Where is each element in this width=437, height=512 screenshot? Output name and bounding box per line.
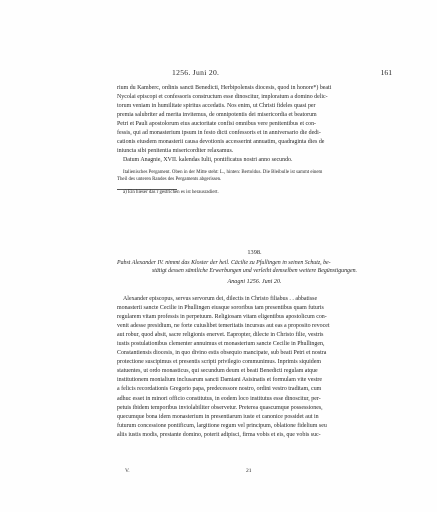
- volume-number: V.: [125, 468, 130, 474]
- datum-line: Datum Anagnie, XVII. kalendas Iulii, pontificatus nostri anno secundo.: [123, 157, 293, 164]
- text-line: futurum concessione pontificum, largitione regum vel principum, oblatione fidelium seu: [117, 422, 327, 429]
- text-line: Petri et Pauli apostolorum eius auctoritate confisi omnibus vere penitentibus et con-: [117, 121, 317, 128]
- note: [117, 190, 392, 197]
- text-line: fessis, qui ad monasterium ipsum in festo dicti confessoris et in anniversario die dedi-: [117, 130, 321, 137]
- charter-text: [117, 295, 392, 440]
- page-number: 161: [380, 68, 392, 77]
- text-line: cationis eiusdem monasterii causa devotionis accesserint annuatim, quadraginta dies de: [117, 139, 325, 146]
- text-line: Nycolai episcopi et confessoris constructum esse dinoscitur, imploratum a domino delic-: [117, 94, 328, 101]
- text-line: premia salubriter ad merita invitemus, de omnipotentis dei misericordia et beatorum: [117, 112, 317, 119]
- running-header: [117, 68, 392, 78]
- sheet-signature: 21: [246, 468, 252, 474]
- text-line: a felicis recordationis Gregorio papa, predecessore nostro, ordini vestro traditam, cum: [117, 386, 322, 393]
- document-dateline: Anagni 1256. Juni 20.: [227, 279, 282, 285]
- note: [117, 170, 392, 184]
- text-line: rium du Kamberc, ordinis sancti Benedicti, Herbipolensis diocesis, quod in honore*) beati: [117, 85, 332, 91]
- text-line: quecumque bona idem monasterium in presentiarum iuste et canonice possidet aut in: [117, 413, 319, 420]
- regest-summary: [117, 259, 392, 275]
- text-line: aliis iustis modis, prestante domino, poterit adipisci, firma vobis et eis, que vobis suc-: [117, 431, 321, 438]
- text-line: iniuncta sibi penitentia misericorditer relaxamus.: [117, 148, 234, 155]
- footnote: [117, 190, 392, 197]
- summary-line: Pabst Alexander IV. nimmt das Kloster der heil. Cäcilie zu Pfullingen in seinen Schutz, be-: [117, 260, 331, 266]
- text-line: petuis ibidem temporibus inviolabiliter observetur. Preterea quascumque possessiones,: [117, 404, 323, 411]
- text-line: Constantiensis diocesis, in quo divino estis obsequio mancipate, sub beati Petri et nostra: [117, 350, 327, 357]
- document-number: 1398.: [247, 249, 262, 256]
- paragraph: [117, 84, 392, 165]
- paragraph: [117, 295, 392, 440]
- charter-text-continued: [117, 84, 392, 165]
- text-line: regularem vitam professis in perpetuum. Religiosam vitam eligentibus apostolicum con-: [117, 314, 327, 321]
- text-line: adhuc esset in minori officio constitutus, in eodem loco institutus esse dinoscitur, per-: [117, 395, 321, 402]
- text-line: monasterii sancte Cecilie in Phullingen eiusque sororibus tam presentibus quam futuris: [117, 305, 324, 312]
- text-line: torum veniam in humilitate spiritus accedatis. Nos enim, ut Christi fideles quasi per: [117, 103, 316, 110]
- text-line: venit adesse presidium, ne forte cuiuslibet temeritatis incursus aut eas a proposito revocet: [117, 323, 330, 330]
- footnote-line: a) Ein hieser das r gestrichen es ist herausradiert.: [123, 190, 219, 195]
- summary-line: stätigt dessen sämtliche Erwerbungen und verleiht demselben weitere Begünstigungen.: [151, 268, 358, 275]
- text-line: statuentes, ut ordo monasticus, qui secundum deum et beati Benedicti regulam atque: [117, 368, 318, 375]
- note-line: Italienisches Pergament. Oben in der Mitte steht: L., hinten: Bertoldus. Die Bleibulle ist sammt einem: [123, 170, 323, 175]
- text-line: iustis postulationibus clementer annuimus et monasterium sancte Cecilie in Phullingen,: [117, 341, 325, 348]
- text-line: institutionem monialium inclusarum sancti Damiani Asisinatis et formulam vite vestre: [117, 377, 322, 384]
- note-line: Theil des unteren Randes des Pergaments abgerissen.: [117, 176, 222, 182]
- text-line: protectione suscipimus et presentis scripti privilegio communimus. Inprimis siquidem: [117, 359, 321, 366]
- text-line: aut robur, quod absit, sacre religionis enervet. Eapropter, dilecte in Christo filie, vestris: [117, 332, 324, 339]
- editorial-notes: [117, 170, 392, 184]
- text-line: Alexander episcopus, servus servorum dei, dilectis in Christo filiabus . . abbatisse: [123, 296, 318, 302]
- header-date: 1256. Juni 20.: [172, 68, 220, 77]
- page-footer: [117, 468, 392, 476]
